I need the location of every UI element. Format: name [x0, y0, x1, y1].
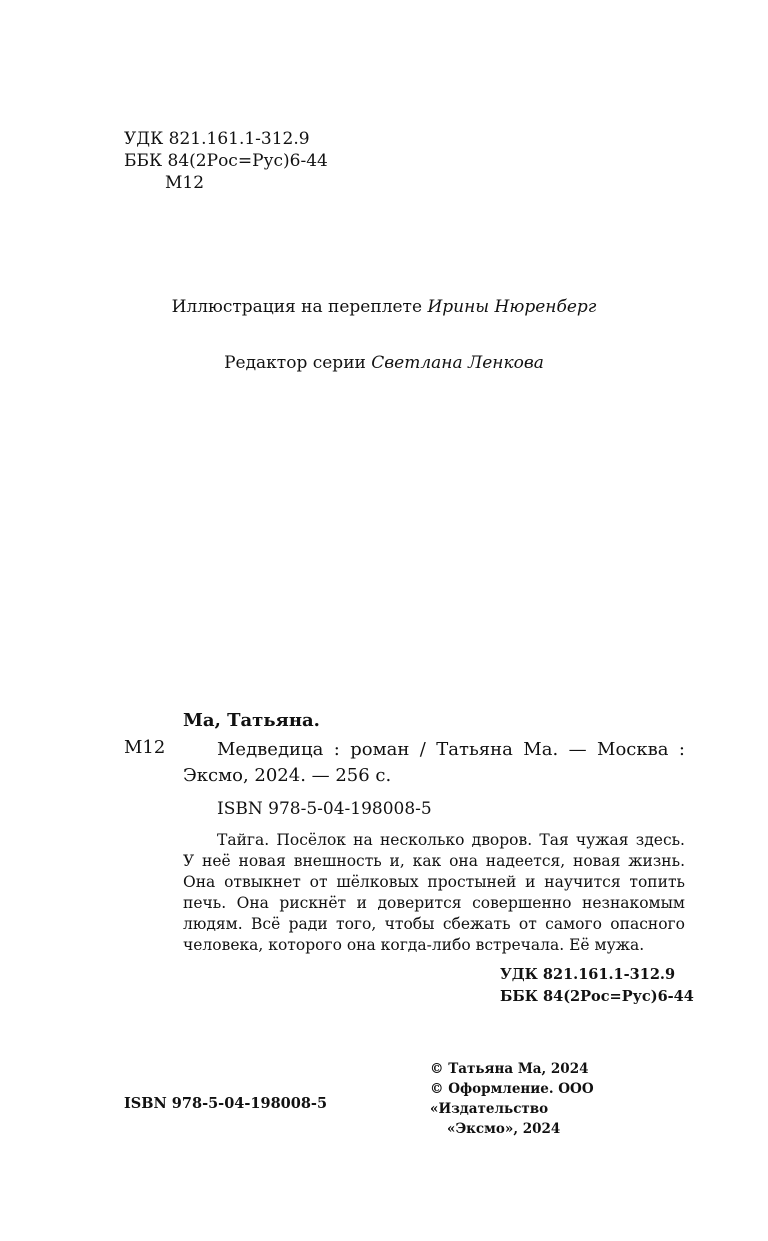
bibliographic-description: [183, 737, 685, 789]
bbk-code-bottom: ББК 84(2Рос=Рус)6-44: [500, 988, 694, 1005]
editor-name: Светлана Ленкова: [371, 353, 544, 373]
illustration-credit: [0, 297, 768, 317]
udk-code-bottom: УДК 821.161.1-312.9: [500, 966, 676, 983]
copyright-author: © Татьяна Ма, 2024: [430, 1061, 589, 1077]
editor-label: Редактор серии: [224, 353, 366, 373]
annotation: Тайга. Посёлок на несколько дворов. Тая чужая здесь. У неё новая внешность и, как она надеется, новая жизнь. Она отвыкнет от шёлковых простыней и научится топить печь. Она рискнёт и доверится совершенно незнакомым людям. Всё ради того, чтобы сбежать от самого опасного человека, которого она когда-либо встречала. Её мужа.: [183, 831, 685, 954]
illustrator-name: Ирины Нюренберг: [427, 297, 597, 317]
udk-code: УДК 821.161.1-312.9: [124, 129, 310, 149]
editor-credit: [0, 353, 768, 373]
isbn-line: ISBN 978-5-04-198008-5: [217, 799, 432, 819]
copyright-block: [430, 1059, 692, 1139]
classification-block-top: [124, 128, 328, 194]
illustration-label: Иллюстрация на переплете: [171, 297, 423, 317]
copyright-design-line1: © Оформление. ООО «Издательство: [430, 1081, 594, 1117]
bbk-code: ББК 84(2Рос=Рус)6-44: [124, 151, 328, 171]
classification-block-bottom: [500, 964, 694, 1008]
author-mark-side: М12: [124, 737, 166, 758]
description-text: Медведица : роман / Татьяна Ма. — Москва : Эксмо, 2024. — 256 с.: [183, 739, 685, 786]
author-heading: Ма, Татьяна.: [183, 710, 320, 731]
isbn-footer: ISBN 978-5-04-198008-5: [124, 1095, 328, 1112]
copyright-design-line2: «Эксмо», 2024: [447, 1121, 561, 1137]
author-mark: М12: [165, 173, 205, 193]
